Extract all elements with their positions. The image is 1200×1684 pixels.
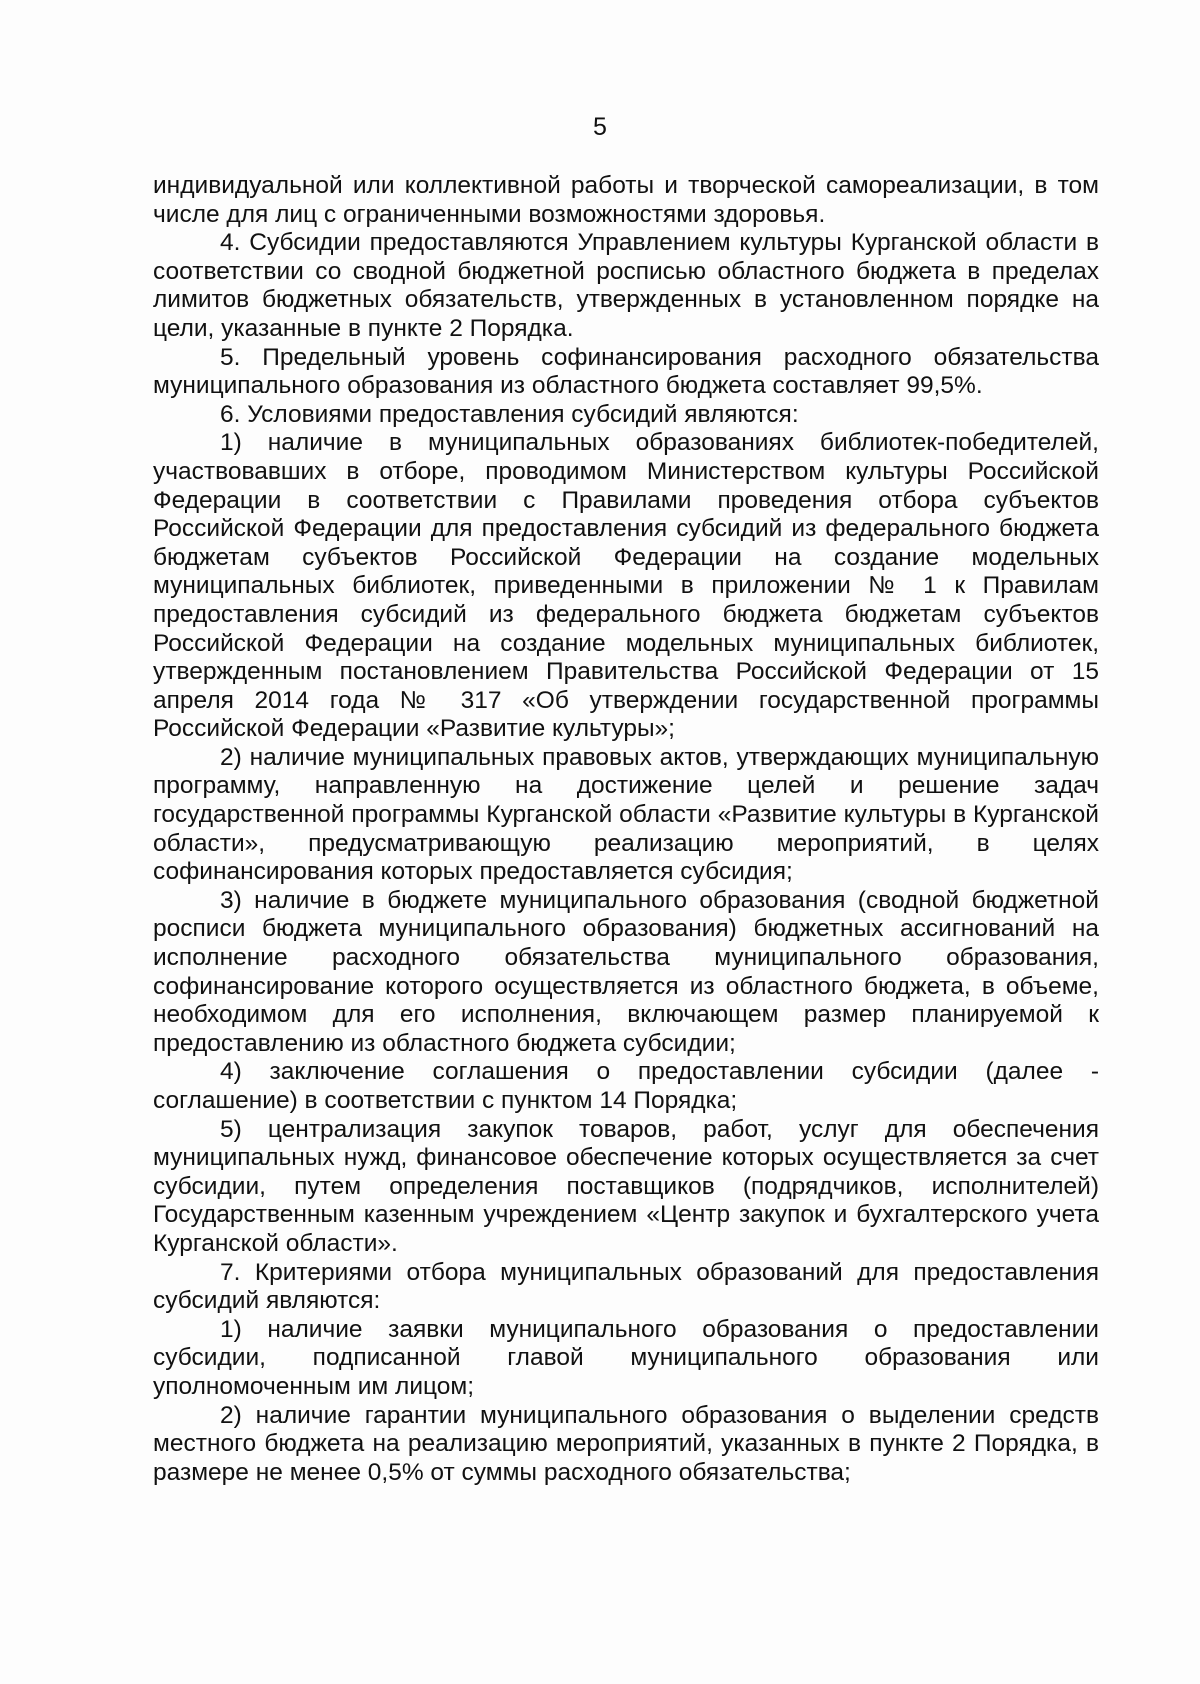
paragraph-item-6-2: 2) наличие муниципальных правовых актов, утверждающих муниципальную программу, направленную на достижение целей и решение задач государственной программы Курганской области «Развитие культуры в Курганской области», предусматривающую реализацию мероприятий, в целях софинансирования которых предоставляется субсидия; [153, 743, 1099, 886]
paragraph-item-6-4: 4) заключение соглашения о предоставлении субсидии (далее - соглашение) в соответствии с пунктом 14 Порядка; [153, 1058, 1099, 1114]
paragraph-item-7-1: 1) наличие заявки муниципального образования о предоставлении субсидии, подписанной главой муниципального образования или уполномоченным им лицом; [153, 1315, 1099, 1400]
paragraph-item-5: 5. Предельный уровень софинансирования расходного обязательства муниципального образования из областного бюджета составляет 99,5%. [153, 343, 1099, 400]
document-body [153, 172, 1099, 1487]
paragraph-item-4: 4. Субсидии предоставляются Управлением культуры Курганской области в соответствии со сводной бюджетной росписью областного бюджета в пределах лимитов бюджетных обязательств, утвержденных в установленном порядке на цели, указанные в пункте 2 Порядка. [153, 229, 1099, 342]
paragraph-item-7-2: 2) наличие гарантии муниципального образования о выделении средств местного бюджета на реализацию мероприятий, указанных в пункте 2 Порядка, в размере не менее 0,5% от суммы расходного обязательства; [153, 1401, 1099, 1486]
paragraph-item-6-5: 5) централизация закупок товаров, работ, услуг для обеспечения муниципальных нужд, финансовое обеспечение которых осуществляется за счет субсидии, путем определения поставщиков (подрядчиков, исполнителей) Государственным казенным учреждением «Центр закупок и бухгалтерского учета Курганской области». [153, 1115, 1099, 1257]
paragraph-item-7: 7. Критериями отбора муниципальных образований для предоставления субсидий являются: [153, 1258, 1099, 1315]
page-number: 5 [593, 113, 607, 141]
paragraph-continuation: индивидуальной или коллективной работы и творческой самореализации, в том числе для лиц с ограниченными возможностями здоровья. [153, 172, 1099, 228]
paragraph-item-6: 6. Условиями предоставления субсидий являются: [220, 400, 799, 428]
paragraph-item-6-3: 3) наличие в бюджете муниципального образования (сводной бюджетной росписи бюджета муниципального образования) бюджетных ассигнований на исполнение расходного обязательства муниципального образования, софинансирование которого осуществляется из областного бюджета, в объеме, необходимом для его исполнения, включающем размер планируемой к предоставлению из областного бюджета субсидии; [153, 886, 1099, 1057]
paragraph-item-6-1: 1) наличие в муниципальных образованиях библиотек-победителей, участвовавших в отборе, проводимом Министерством культуры Российской Федерации в соответствии с Правилами проведения отбора субъектов Российской Федерации для предоставления субсидий из федерального бюджета бюджетам субъектов Российской Федерации на создание модельных муниципальных библиотек, приведенными в приложении № 1 к Правилам предоставления субсидий из федерального бюджета бюджетам субъектов Российской Федерации на создание модельных муниципальных библиотек, утвержденным постановлением Правительства Российской Федерации от 15 апреля 2014 года № 317 «Об утверждении государственной программы Российской Федерации «Развитие культуры»; [153, 429, 1099, 743]
